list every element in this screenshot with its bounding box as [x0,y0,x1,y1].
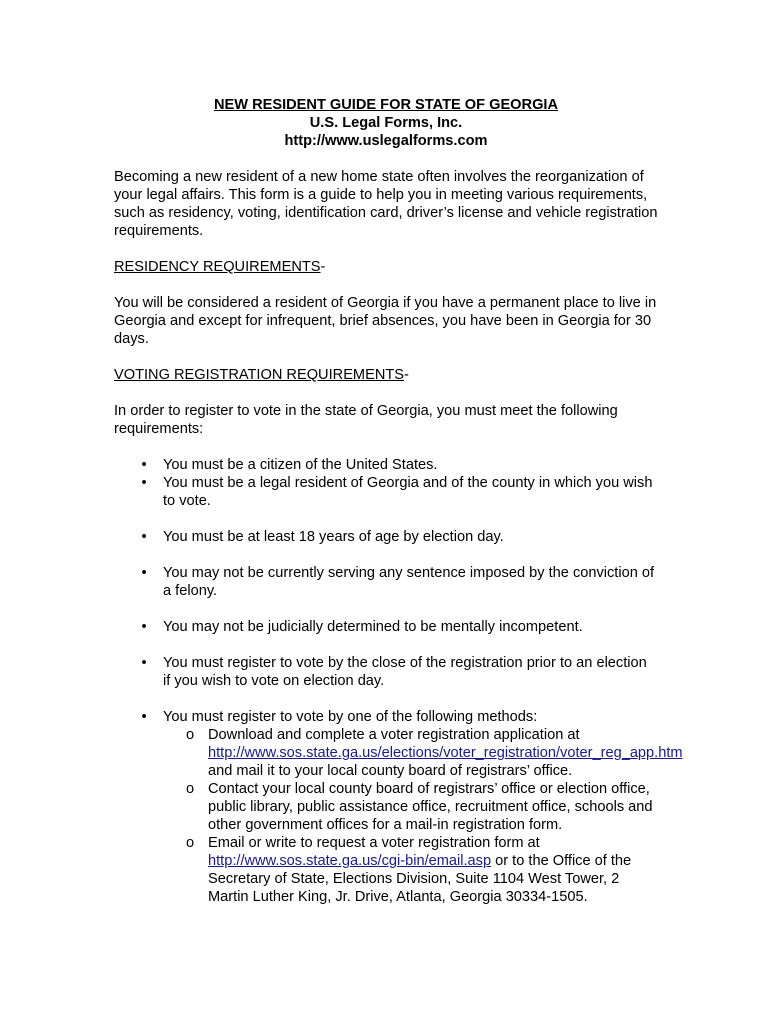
email-request-link[interactable]: http://www.sos.state.ga.us/cgi-bin/email.asp [208,853,492,869]
registration-methods-list [163,726,683,906]
bullet-icon: • [141,475,147,491]
list-item-text: You may not be judicially determined to be mentally incompetent. [163,619,583,635]
list-item [114,456,658,474]
voting-heading-suffix: - [404,367,409,383]
list-item-text: You must register to vote by the close of the registration prior to an election if you wish to vote on election day. [163,655,647,689]
method-text-after: or to the Office of the Secretary of State, Elections Division, Suite 1104 West Tower, 2 Martin Luther King, Jr. Drive, Atlanta, Georgia 30334-1505. [208,853,632,905]
list-item-text: You must register to vote by one of the following methods: [163,709,538,725]
company-name: U.S. Legal Forms, Inc. [309,115,463,131]
voting-requirements-list [114,456,683,906]
list-item [114,618,658,636]
sub-list-item [163,726,683,780]
list-item-text: You must be a citizen of the United States. [163,457,438,473]
list-item-text: You may not be currently serving any sentence imposed by the conviction of a felony. [163,565,655,599]
sub-list-item [163,834,658,906]
sub-bullet-icon: o [186,727,195,743]
voter-registration-application-link[interactable]: http://www.sos.state.ga.us/elections/voter_registration/voter_reg_app.htm [208,745,683,761]
bullet-icon: • [141,655,147,671]
method-text-after: and mail it to your local county board of registrars’ office. [208,763,573,779]
method-text-before: Download and complete a voter registration application at [208,727,580,743]
residency-heading-text: RESIDENCY REQUIREMENTS [114,259,321,275]
document-title: NEW RESIDENT GUIDE FOR STATE OF GEORGIA [213,97,559,113]
voting-paragraph: In order to register to vote in the state of Georgia, you must meet the following requirements: [114,403,618,437]
list-item [114,564,658,600]
bullet-icon: • [141,565,147,581]
sub-list-item [163,780,658,834]
residency-heading [114,258,658,276]
bullet-icon: • [141,619,147,635]
voting-heading [114,366,658,384]
list-item-text: You must be a legal resident of Georgia and of the county in which you wish to vote. [163,475,653,509]
list-item [114,654,658,690]
intro-paragraph: Becoming a new resident of a new home state often involves the reorganization of your legal affairs. This form is a guide to help you in meeting various requirements, such as residency, voting, identification card, driver’s license and vehicle registration requirements. [114,169,658,239]
method-text-before: Contact your local county board of registrars’ office or election office, public library, public assistance office, recruitment office, schools and other government offices for a mail-in registration form. [208,781,653,833]
company-url: http://www.uslegalforms.com [284,133,488,149]
bullet-icon: • [141,457,147,473]
list-item-text: You must be at least 18 years of age by election day. [163,529,504,545]
list-item [114,474,658,510]
document-header [114,96,658,150]
voting-heading-text: VOTING REGISTRATION REQUIREMENTS [114,367,405,383]
method-text-before: Email or write to request a voter registration form at [208,835,540,851]
sub-bullet-icon: o [186,781,195,797]
bullet-icon: • [141,529,147,545]
residency-heading-suffix: - [320,259,326,275]
residency-paragraph: You will be considered a resident of Georgia if you have a permanent place to live in Georgia and except for infrequent, brief absences, you have been in Georgia for 30 days. [114,295,657,347]
sub-bullet-icon: o [186,835,195,851]
list-item [114,708,683,906]
list-item [114,528,658,546]
bullet-icon: • [141,709,147,725]
